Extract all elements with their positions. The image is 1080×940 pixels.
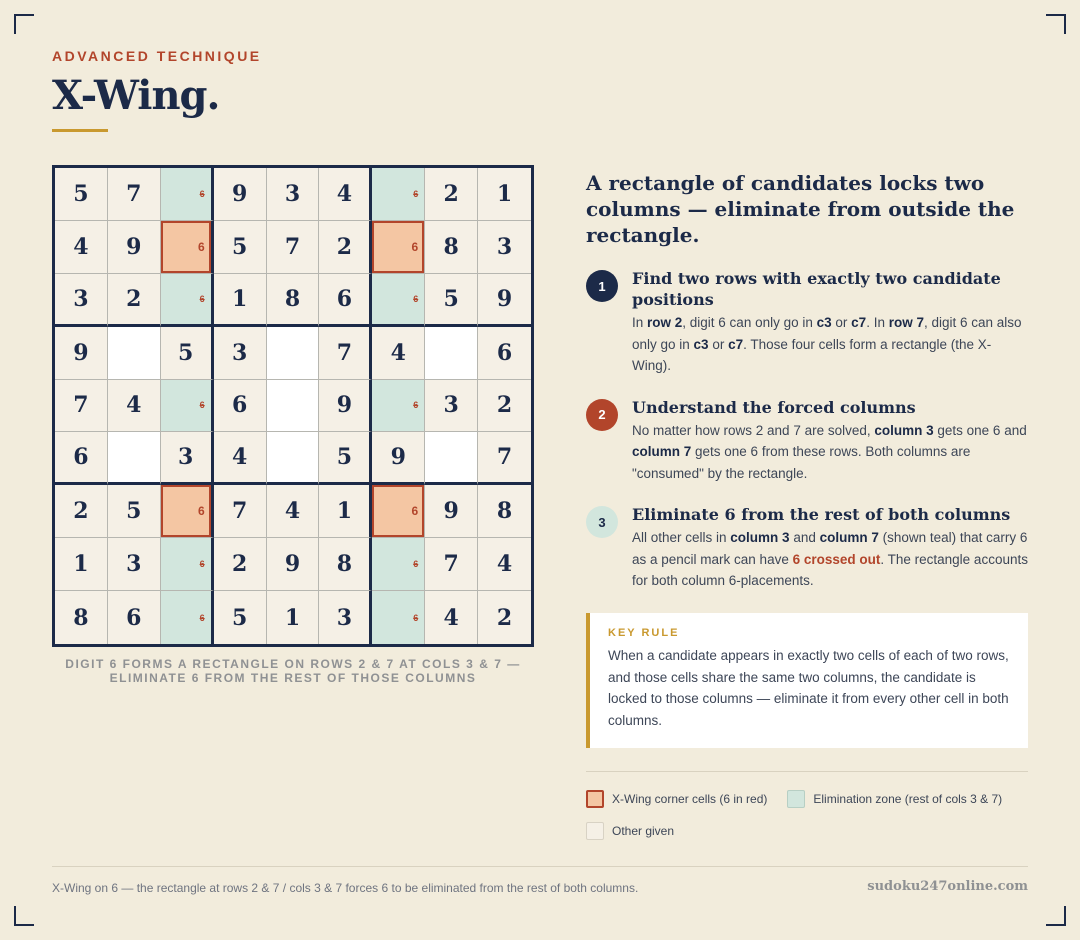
grid-caption-line-2: ELIMINATE 6 FROM THE REST OF THOSE COLUMNS xyxy=(109,671,477,685)
sudoku-grid xyxy=(52,165,534,647)
step-text: gets one 6 and xyxy=(933,422,1027,438)
cell-r7-c7[interactable] xyxy=(372,485,425,538)
pencil-mark-6-struck: 6 xyxy=(199,293,205,304)
cell-digit: 6 xyxy=(231,392,248,419)
cell-digit: 8 xyxy=(336,551,353,578)
cell-r5-c6[interactable] xyxy=(319,380,372,433)
step-text: or xyxy=(831,315,852,330)
step-text: and xyxy=(789,530,820,545)
cell-digit: 5 xyxy=(231,233,248,260)
cell-r8-c6[interactable] xyxy=(319,538,372,591)
cell-digit: 2 xyxy=(443,180,459,207)
cell-digit: 1 xyxy=(73,551,89,578)
cell-r4-c6[interactable] xyxy=(319,327,372,380)
step-title: Eliminate 6 from the rest of both columns xyxy=(632,505,1011,524)
cell-digit: 5 xyxy=(178,339,194,366)
cell-digit: 2 xyxy=(126,285,142,312)
explanation-panel xyxy=(586,170,1028,592)
elim-swatch xyxy=(787,790,805,808)
step-1 xyxy=(586,268,1028,377)
step-body xyxy=(632,312,1028,377)
pencil-mark-6-struck: 6 xyxy=(413,400,419,411)
legend-row-2 xyxy=(586,821,1028,841)
cell-digit: 4 xyxy=(126,392,142,419)
footer-divider xyxy=(52,866,1028,867)
step-number-badge: 2 xyxy=(586,399,618,431)
cell-r9-c7[interactable] xyxy=(372,591,425,644)
pencil-mark-6-struck: 6 xyxy=(199,188,205,199)
step-text: (shown teal) that carry 6 as a pencil mark can have xyxy=(632,530,1028,567)
cell-digit: 7 xyxy=(284,233,301,260)
cell-r6-c2[interactable] xyxy=(108,432,161,485)
cell-r9-c6[interactable] xyxy=(319,591,372,644)
cell-r4-c4[interactable] xyxy=(214,327,267,380)
cell-r4-c2[interactable] xyxy=(108,327,161,380)
cell-r3-c6[interactable] xyxy=(319,274,372,327)
step-text-highlight: 6 crossed out xyxy=(792,551,881,567)
cell-digit: 8 xyxy=(73,604,89,631)
cell-r1-c2[interactable] xyxy=(108,168,161,221)
key-rule-label: KEY RULE xyxy=(608,627,680,639)
cell-digit: 4 xyxy=(231,444,248,471)
cell-r8-c2[interactable] xyxy=(108,538,161,591)
corner-swatch xyxy=(586,790,604,808)
cell-digit: 4 xyxy=(284,498,301,525)
legend xyxy=(586,789,1028,853)
cell-r5-c1[interactable] xyxy=(55,380,108,433)
cell-r3-c8[interactable] xyxy=(425,274,478,327)
step-text-bold: c7 xyxy=(851,315,867,330)
cell-r7-c8[interactable] xyxy=(425,485,478,538)
legend-label-elim: Elimination zone (rest of cols 3 & 7) xyxy=(813,792,1003,806)
cell-r9-c5[interactable] xyxy=(267,591,320,644)
cell-r2-c6[interactable] xyxy=(319,221,372,274)
cell-r1-c3[interactable] xyxy=(161,168,214,221)
step-text-bold: column 3 xyxy=(730,530,790,545)
cell-digit: 9 xyxy=(443,498,459,525)
step-title: Find two rows with exactly two candidate positions xyxy=(632,269,1001,309)
step-number-badge: 3 xyxy=(586,506,618,538)
cell-r7-c5[interactable] xyxy=(267,485,320,538)
cell-r7-c2[interactable] xyxy=(108,485,161,538)
frame-corner-top-right xyxy=(1046,14,1066,34)
pencil-mark-6-struck: 6 xyxy=(199,612,205,623)
step-text-bold: column 7 xyxy=(819,530,879,545)
cell-r9-c3[interactable] xyxy=(161,591,214,644)
cell-r1-c9[interactable] xyxy=(478,168,531,221)
pencil-mark-6-struck: 6 xyxy=(199,559,205,570)
cell-r1-c8[interactable] xyxy=(425,168,478,221)
cell-digit: 4 xyxy=(73,233,89,260)
page-title: X-Wing. xyxy=(52,72,220,119)
cell-digit: 3 xyxy=(443,392,459,419)
cell-r6-c7[interactable] xyxy=(372,432,425,485)
cell-r4-c8[interactable] xyxy=(425,327,478,380)
cell-digit: 3 xyxy=(284,180,301,207)
frame-corner-top-left xyxy=(14,14,34,34)
legend-row-1 xyxy=(586,789,1028,809)
cell-digit: 1 xyxy=(231,285,248,312)
cell-r4-c5[interactable] xyxy=(267,327,320,380)
cell-r1-c4[interactable] xyxy=(214,168,267,221)
pencil-mark-6-struck: 6 xyxy=(413,612,419,623)
step-text: All other cells in xyxy=(632,530,731,545)
cell-r2-c5[interactable] xyxy=(267,221,320,274)
step-3 xyxy=(586,504,1028,592)
cell-r5-c9[interactable] xyxy=(478,380,531,433)
frame-corner-bottom-right xyxy=(1046,906,1066,926)
step-text: . In xyxy=(866,315,889,330)
title-underline xyxy=(52,129,108,132)
pencil-mark-6-struck: 6 xyxy=(413,559,419,570)
key-rule-text: When a candidate appears in exactly two cells of each of two rows, and those cells share the same two columns, the candidate is locked to those columns — eliminate it from every other cell in both columns. xyxy=(608,648,1009,728)
legend-item-given xyxy=(586,822,674,840)
cell-digit: 3 xyxy=(178,444,194,471)
cell-digit: 9 xyxy=(231,180,248,207)
cell-digit: 9 xyxy=(496,285,513,312)
step-body xyxy=(632,527,1028,592)
cell-r3-c5[interactable] xyxy=(267,274,320,327)
cell-digit: 6 xyxy=(126,604,142,631)
step-text: . The rectangle accounts for both column 6-placements. xyxy=(632,551,1028,588)
cell-r7-c4[interactable] xyxy=(214,485,267,538)
cell-r1-c6[interactable] xyxy=(319,168,372,221)
legend-item-elim xyxy=(787,790,1002,808)
cell-digit: 8 xyxy=(284,285,301,312)
key-rule-card xyxy=(586,613,1028,748)
cell-digit: 5 xyxy=(231,604,248,631)
cell-digit: 5 xyxy=(443,285,459,312)
cell-digit: 2 xyxy=(496,392,513,419)
cell-r6-c9[interactable] xyxy=(478,432,531,485)
cell-r2-c2[interactable] xyxy=(108,221,161,274)
cell-r9-c8[interactable] xyxy=(425,591,478,644)
cell-r5-c3[interactable] xyxy=(161,380,214,433)
cell-r1-c1[interactable] xyxy=(55,168,108,221)
cell-r2-c1[interactable] xyxy=(55,221,108,274)
footer-brand: sudoku247online.com xyxy=(867,879,1028,894)
grid-caption xyxy=(52,657,534,685)
cell-r3-c4[interactable] xyxy=(214,274,267,327)
grid-caption-line-1: DIGIT 6 FORMS A RECTANGLE ON ROWS 2 & 7 AT COLS 3 & 7 — xyxy=(65,657,521,671)
cell-r8-c5[interactable] xyxy=(267,538,320,591)
cell-r5-c8[interactable] xyxy=(425,380,478,433)
pencil-mark-6: 6 xyxy=(411,504,419,519)
cell-digit: 7 xyxy=(73,392,89,419)
pencil-mark-6: 6 xyxy=(197,239,205,254)
step-text: No matter how rows 2 and 7 are solved, xyxy=(632,422,875,438)
cell-r2-c4[interactable] xyxy=(214,221,267,274)
step-text-bold: c3 xyxy=(693,336,709,352)
cell-digit: 9 xyxy=(284,551,301,578)
step-text-bold: column 7 xyxy=(632,444,692,459)
step-text-bold: c7 xyxy=(728,336,744,352)
cell-digit: 7 xyxy=(443,551,459,578)
cell-r6-c5[interactable] xyxy=(267,432,320,485)
cell-digit: 9 xyxy=(390,444,406,471)
cell-r1-c5[interactable] xyxy=(267,168,320,221)
cell-r5-c7[interactable] xyxy=(372,380,425,433)
pencil-mark-6-struck: 6 xyxy=(413,293,419,304)
cell-digit: 6 xyxy=(496,339,513,366)
cell-digit: 3 xyxy=(336,604,353,631)
step-number-badge: 1 xyxy=(586,270,618,302)
cell-r8-c9[interactable] xyxy=(478,538,531,591)
cell-r6-c6[interactable] xyxy=(319,432,372,485)
cell-digit: 3 xyxy=(231,339,248,366)
steps-list xyxy=(586,268,1028,592)
cell-digit: 9 xyxy=(336,392,353,419)
cell-r2-c7[interactable] xyxy=(372,221,425,274)
cell-r9-c4[interactable] xyxy=(214,591,267,644)
cell-r3-c7[interactable] xyxy=(372,274,425,327)
cell-r8-c3[interactable] xyxy=(161,538,214,591)
step-title: Understand the forced columns xyxy=(632,397,916,417)
cell-digit: 5 xyxy=(73,180,89,207)
cell-r7-c9[interactable] xyxy=(478,485,531,538)
cell-r4-c9[interactable] xyxy=(478,327,531,380)
step-text: , digit 6 can only go in xyxy=(682,315,817,330)
cell-digit: 3 xyxy=(73,285,89,312)
cell-r7-c6[interactable] xyxy=(319,485,372,538)
cell-r8-c4[interactable] xyxy=(214,538,267,591)
step-text-bold: row 7 xyxy=(888,315,924,330)
pencil-mark-6: 6 xyxy=(197,504,205,519)
cell-r9-c1[interactable] xyxy=(55,591,108,644)
lead-heading: A rectangle of candidates locks two columns — eliminate from outside the rectangle. xyxy=(586,171,1015,247)
cell-r2-c9[interactable] xyxy=(478,221,531,274)
step-text-bold: row 2 xyxy=(647,315,683,330)
cell-r3-c2[interactable] xyxy=(108,274,161,327)
cell-r9-c9[interactable] xyxy=(478,591,531,644)
cell-digit: 3 xyxy=(496,233,513,260)
step-text-bold: column 3 xyxy=(874,422,934,438)
cell-r2-c3[interactable] xyxy=(161,221,214,274)
cell-digit: 6 xyxy=(336,285,353,312)
cell-r4-c3[interactable] xyxy=(161,327,214,380)
cell-r4-c7[interactable] xyxy=(372,327,425,380)
cell-digit: 7 xyxy=(126,180,142,207)
cell-digit: 1 xyxy=(496,180,513,207)
cell-digit: 7 xyxy=(336,339,353,366)
cell-digit: 9 xyxy=(126,233,142,260)
eyebrow-label: ADVANCED TECHNIQUE xyxy=(52,48,262,64)
cell-r3-c1[interactable] xyxy=(55,274,108,327)
cell-r8-c1[interactable] xyxy=(55,538,108,591)
cell-digit: 4 xyxy=(443,604,459,631)
cell-digit: 7 xyxy=(496,444,513,471)
cell-r6-c3[interactable] xyxy=(161,432,214,485)
step-text: or xyxy=(708,336,729,352)
cell-digit: 4 xyxy=(390,339,406,366)
cell-digit: 2 xyxy=(496,604,513,631)
cell-digit: 7 xyxy=(231,498,248,525)
cell-r3-c3[interactable] xyxy=(161,274,214,327)
cell-r6-c1[interactable] xyxy=(55,432,108,485)
cell-digit: 5 xyxy=(126,498,142,525)
cell-digit: 4 xyxy=(336,180,353,207)
legend-label-given: Other given xyxy=(612,824,675,838)
cell-r7-c1[interactable] xyxy=(55,485,108,538)
cell-r5-c4[interactable] xyxy=(214,380,267,433)
step-2 xyxy=(586,397,1028,485)
cell-digit: 4 xyxy=(496,551,513,578)
pencil-mark-6: 6 xyxy=(411,239,419,254)
step-body xyxy=(632,420,1028,485)
cell-r6-c8[interactable] xyxy=(425,432,478,485)
cell-digit: 8 xyxy=(496,498,513,525)
cell-digit: 2 xyxy=(73,498,89,525)
cell-digit: 8 xyxy=(443,233,459,260)
cell-digit: 9 xyxy=(73,339,89,366)
cell-r3-c9[interactable] xyxy=(478,274,531,327)
cell-digit: 5 xyxy=(336,444,353,471)
given-swatch xyxy=(586,822,604,840)
cell-r8-c7[interactable] xyxy=(372,538,425,591)
pencil-mark-6-struck: 6 xyxy=(199,400,205,411)
cell-digit: 2 xyxy=(231,551,248,578)
page-header xyxy=(52,48,262,132)
step-text: . Those four cells form a rectangle (the X-Wing). xyxy=(632,336,992,373)
cell-digit: 1 xyxy=(336,498,353,525)
cell-r2-c8[interactable] xyxy=(425,221,478,274)
cell-r4-c1[interactable] xyxy=(55,327,108,380)
cell-digit: 3 xyxy=(126,551,142,578)
cell-digit: 2 xyxy=(336,233,353,260)
legend-divider xyxy=(586,771,1028,772)
cell-r7-c3[interactable] xyxy=(161,485,214,538)
cell-r8-c8[interactable] xyxy=(425,538,478,591)
pencil-mark-6-struck: 6 xyxy=(413,188,419,199)
cell-r1-c7[interactable] xyxy=(372,168,425,221)
cell-digit: 1 xyxy=(284,604,301,631)
legend-item-corner xyxy=(586,790,767,808)
cell-r5-c5[interactable] xyxy=(267,380,320,433)
step-text: gets one 6 from these rows. Both columns are "consumed" by the rectangle. xyxy=(632,444,971,481)
step-text: In xyxy=(632,315,648,330)
cell-digit: 6 xyxy=(73,444,89,471)
footer-text: X-Wing on 6 — the rectangle at rows 2 & 7 / cols 3 & 7 forces 6 to be eliminated from the rest of both columns. xyxy=(52,881,639,895)
step-text: , digit 6 can also only go in xyxy=(632,315,1022,352)
cell-r5-c2[interactable] xyxy=(108,380,161,433)
frame-corner-bottom-left xyxy=(14,906,34,926)
step-text-bold: c3 xyxy=(816,315,832,330)
cell-r6-c4[interactable] xyxy=(214,432,267,485)
cell-r9-c2[interactable] xyxy=(108,591,161,644)
legend-label-corner: X-Wing corner cells (6 in red) xyxy=(612,792,768,806)
